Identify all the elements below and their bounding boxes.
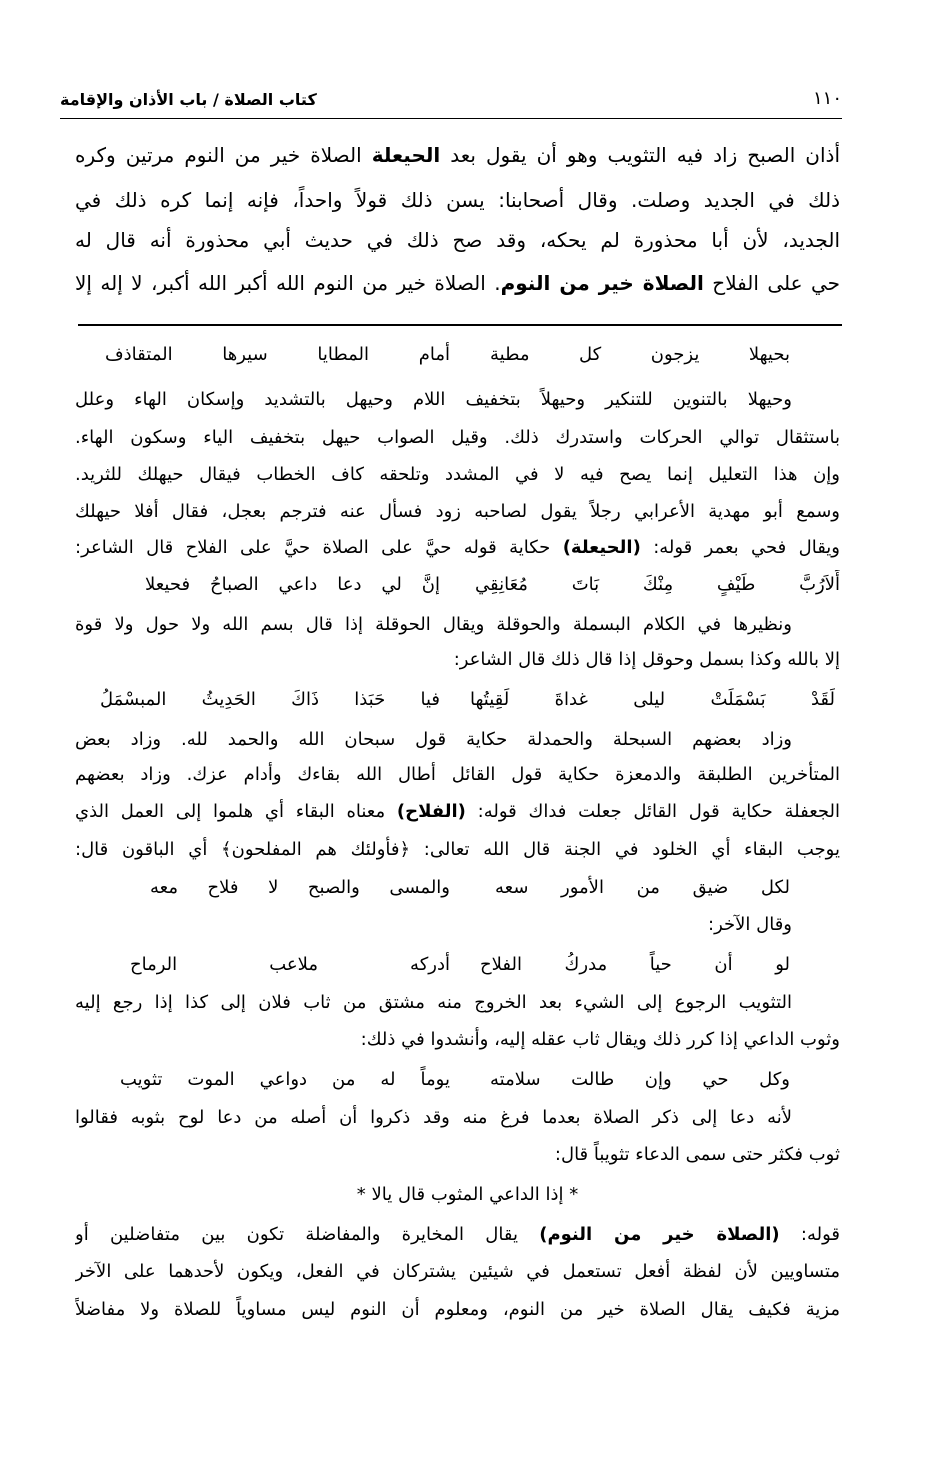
centered-verse: * إذا الداعي المثوب قال يالا * xyxy=(356,1184,579,1205)
body-line: الجديد، لأن أبا محذورة لم يحكه، وقد صح ذلك في حديث أبي محذورة أنه قال له xyxy=(75,228,840,252)
footnote-line: وقال الآخر: xyxy=(708,914,792,935)
footnote-line: ويقال فحي بعمر قوله: (الحيعلة) حكاية قوله حيَّ على الصلاة حيَّ على الفلاح قال الشاعر: xyxy=(75,537,840,558)
footnote-line: ونظيرها في الكلام البسملة والحوقلة ويقال الحوقلة إذا قال بسم الله ولا حول ولا قوة xyxy=(75,614,792,635)
verse-hemistich-left: أدركه ملاعب الرماح xyxy=(130,954,450,975)
verse-hemistich-left: إنَّ لي دعا داعي الصباحُ فحيعلا xyxy=(145,574,440,595)
bold-term: (الفلاح) xyxy=(396,801,466,822)
verse-hemistich-left: أمام المطايا سيرها المتقاذف xyxy=(105,344,450,365)
footnote-line: وسمع أبو مهدية الأعرابي رجلاً يقول لصاحبه زود فسأل عنه فترجم بعجل، فقال أفلا حيهلك xyxy=(75,501,840,522)
footnote-line: باستثقال توالي الحركات واستدرك ذلك. وقيل الصواب حيهل بتخفيف الياء وسكون الهاء. xyxy=(75,427,840,448)
bold-term: (الحيعلة) xyxy=(562,537,641,558)
footnote-line: وزاد بعضهم السبحلة والحمدلة حكاية قول سبحان الله والحمد لله. وزاد بعض xyxy=(75,729,792,750)
footnote-line: لأنه دعا إلى ذكر الصلاة بعدما فرغ منه وقد ذكروا أن أصله من دعا لوح بثوبه فقالوا xyxy=(75,1107,792,1128)
verse-hemistich-left: يوماً له من دواعي الموت تثويب xyxy=(120,1069,450,1090)
footnote-line: متساويين لأن لفظة أفعل تستعمل في شيئين يشتركان في الفعل، ويكون لأحدهما على الآخر xyxy=(75,1261,840,1282)
bold-term: الصلاة خير من النوم xyxy=(500,271,704,295)
verse-hemistich-left: فيا حَبَذا ذَاكَ الحَدِيثُ المبسْمَلُ xyxy=(100,689,440,710)
footnote-line: المتأخرين الطلبقة والدمعزة حكاية قول القائل أطال الله بقاءك وأدام عزك. وزاد بعضهم xyxy=(75,764,840,785)
footnote-line: يوجب البقاء أي الخلود في الجنة قال الله تعالى: ﴿فأولئك هم المفلحون﴾ أي الباقون قال: xyxy=(75,839,840,860)
footnote-line: وحيهلا بالتنوين للتنكير وحيهلاً بتخفيف اللام وحيهل بالتشديد وإسكان الهاء وعلل xyxy=(75,389,792,410)
body-line: حي على الفلاح الصلاة خير من النوم. الصلاة خير من النوم الله أكبر الله أكبر، لا إله إلا xyxy=(75,271,840,295)
verse-hemistich-right: بحيهلا يزجون كل مطية xyxy=(490,344,790,365)
verse-hemistich-right: وكل حي وإن طالت سلامته xyxy=(490,1069,790,1090)
bold-term: الحيعلة xyxy=(371,143,441,167)
header-rule xyxy=(60,118,842,119)
verse-hemistich-right: أَلاَرُبَّ طَيْفٍ مِنْكَ بَاتَ مُعَانِقِي xyxy=(475,574,840,595)
verse-hemistich-right: لكل ضيق من الأمور سعه xyxy=(495,877,790,898)
page-number: ١١٠ xyxy=(812,88,842,109)
footnote-line: الجعفلة حكاية قول القائل جعلت فداك قوله: (الفلاح) معناه البقاء أي هلموا إلى العمل الذي xyxy=(75,801,840,822)
running-header-title: كتاب الصلاة / باب الأذان والإقامة xyxy=(60,90,317,109)
body-line: ذلك في الجديد وصلت. وقال أصحابنا: يسن ذلك قولاً واحداً، فإنه إنما كره ذلك في xyxy=(75,188,840,212)
body-line: أذان الصبح زاد فيه التثويب وهو أن يقول بعد الحيعلة الصلاة خير من النوم مرتين وكره xyxy=(75,143,840,167)
footnote-line: قوله: (الصلاة خير من النوم) يقال المخايرة والمفاضلة تكون بين متفاضلين أو xyxy=(75,1224,840,1245)
footnote-separator xyxy=(78,324,842,326)
verse-hemistich-right: لَقَدْ بَسْمَلَتْ ليلى غداةَ لَقِيتُها xyxy=(470,689,835,710)
footnote-line: ثوب فكثر حتى سمى الدعاء تثويباً قال: xyxy=(554,1144,840,1165)
bold-term: (الصلاة خير من النوم) xyxy=(539,1224,780,1245)
verse-hemistich-right: لو أن حياً مدركُ الفلاح xyxy=(480,954,790,975)
footnote-line: وإن هذا التعليل إنما يصح فيه لا في المشدد وتلحقه كاف الخطاب فيقال حيهلك للثريد. xyxy=(75,464,840,485)
verse-hemistich-left: والمسى والصبح لا فلاح معه xyxy=(150,877,450,898)
footnote-line: التثويب الرجوع إلى الشيء بعد الخروج منه مشتق من ثاب فلان إلى كذا إذا رجع إليه xyxy=(75,992,792,1013)
footnote-line: إلا بالله وكذا بسمل وحوقل إذا قال ذلك قال الشاعر: xyxy=(453,649,840,670)
footnote-line: وثوب الداعي إذا كرر ذلك ويقال ثاب عقله إليه، وأنشدوا في ذلك: xyxy=(360,1029,840,1050)
footnote-line: مزية فكيف يقال الصلاة خير من النوم، ومعلوم أن النوم ليس مساوياً للصلاة ولا مفاضلاً xyxy=(75,1299,840,1320)
